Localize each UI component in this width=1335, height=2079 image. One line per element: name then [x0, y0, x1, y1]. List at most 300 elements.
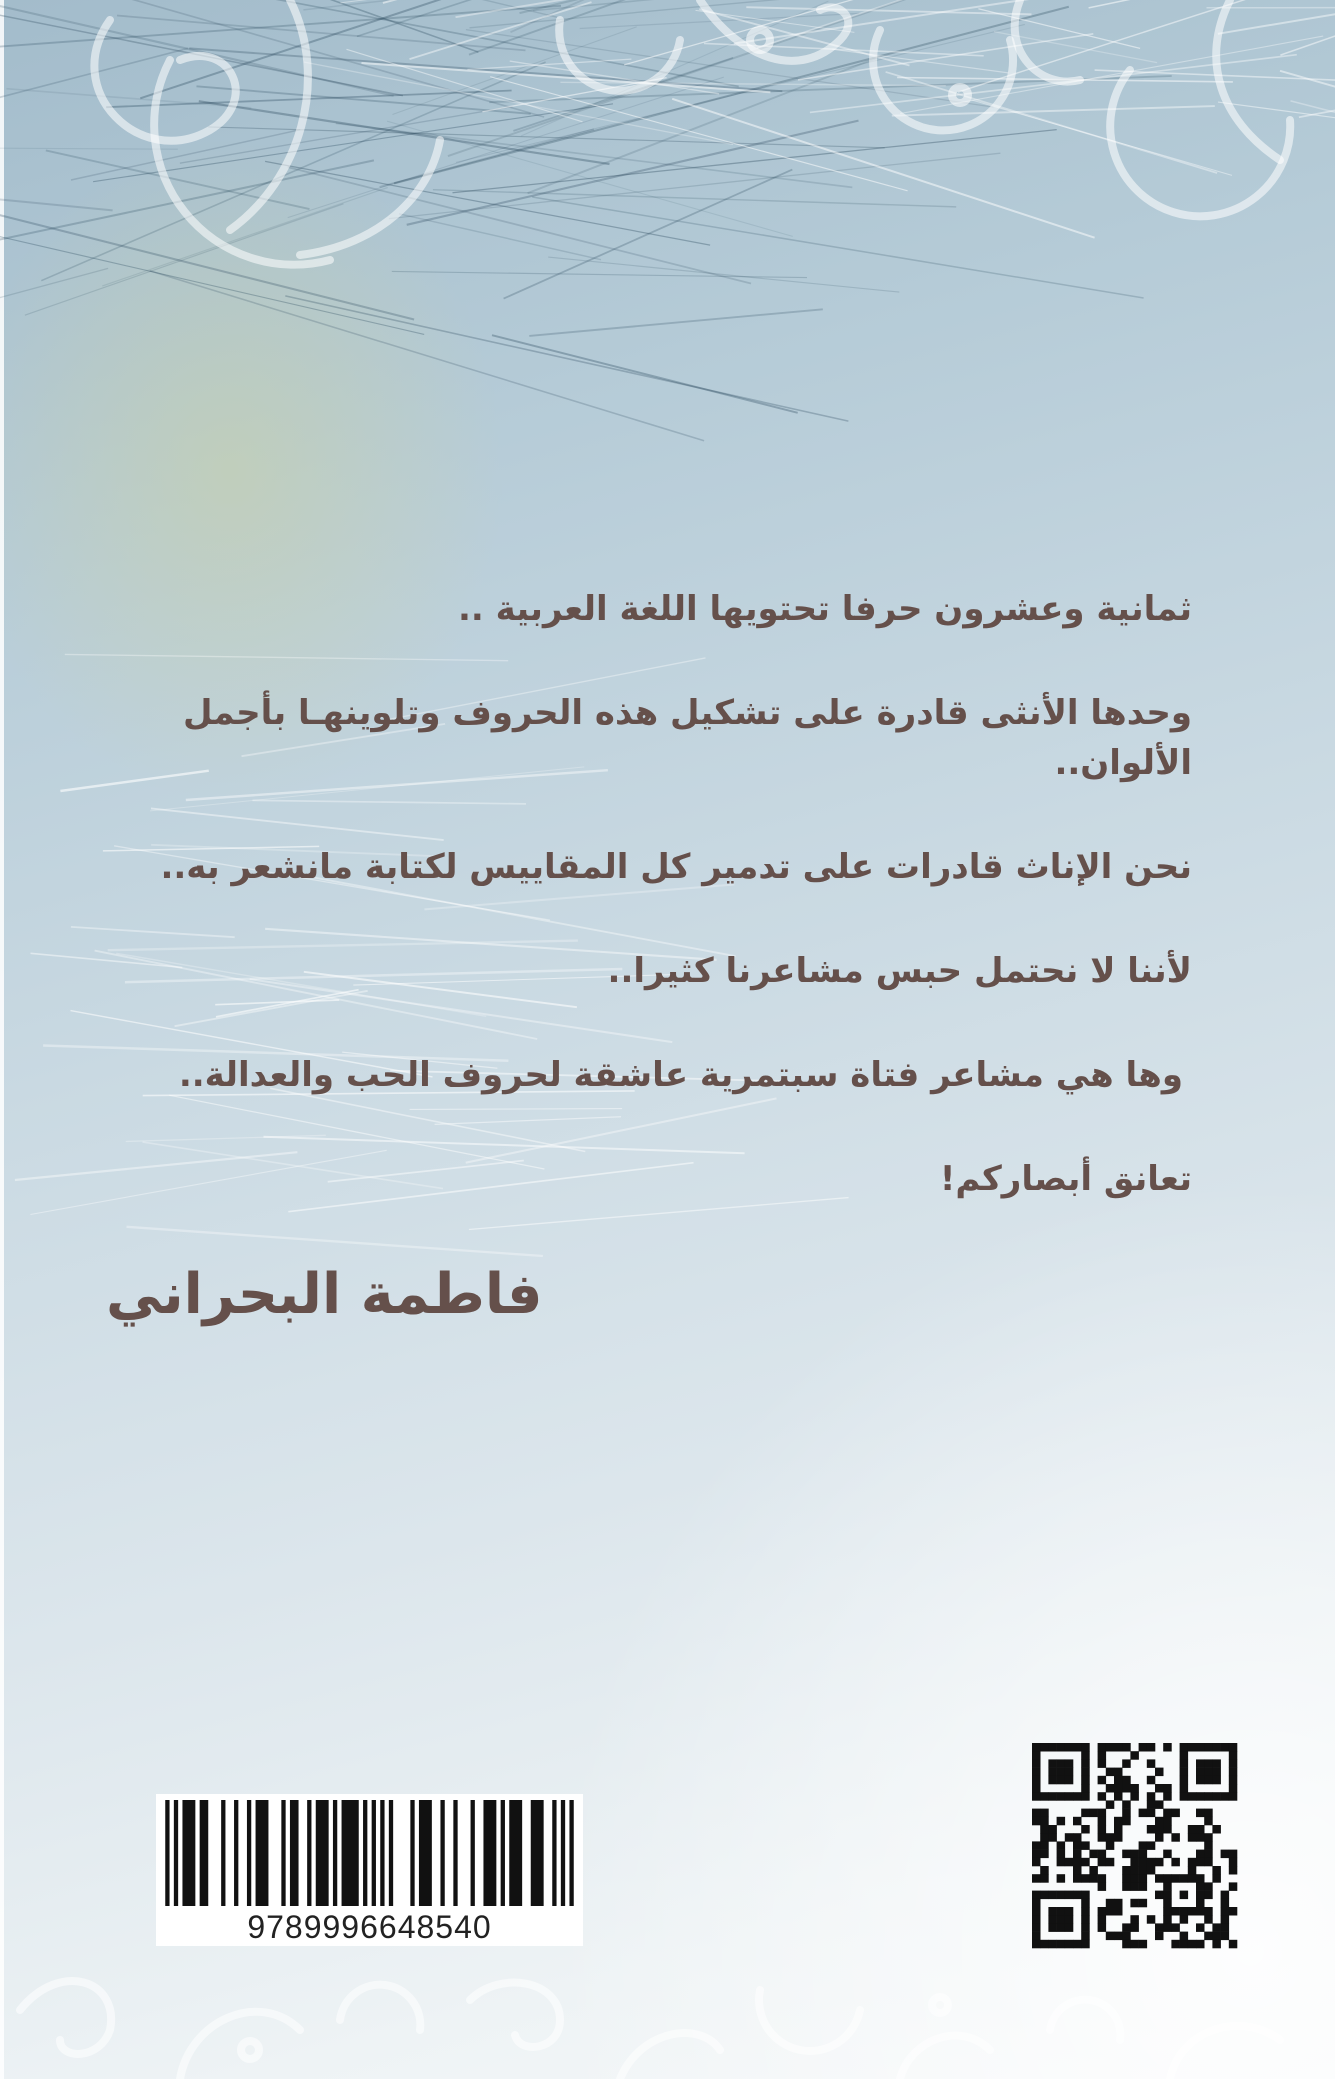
qr-module: [1130, 1751, 1139, 1760]
qr-module: [1106, 1768, 1115, 1777]
qr-module: [1081, 1915, 1090, 1924]
barcode-bar: [410, 1800, 414, 1906]
barcode-bar: [389, 1800, 393, 1906]
qr-module: [1171, 1940, 1180, 1949]
qr-module: [1032, 1817, 1041, 1826]
qr-module: [1057, 1776, 1066, 1785]
qr-module: [1032, 1932, 1041, 1941]
qr-module: [1188, 1792, 1197, 1801]
qr-module: [1180, 1932, 1189, 1941]
qr-module: [1130, 1940, 1139, 1949]
qr-module: [1057, 1858, 1066, 1867]
qr-module: [1098, 1809, 1107, 1818]
qr-module: [1212, 1866, 1221, 1875]
qr-module: [1081, 1751, 1090, 1760]
qr-module: [1032, 1784, 1041, 1793]
qr-module: [1065, 1923, 1074, 1932]
qr-module: [1204, 1776, 1213, 1785]
qr-module: [1081, 1923, 1090, 1932]
qr-module: [1204, 1759, 1213, 1768]
blurb-text: [92, 584, 1192, 1258]
qr-module: [1098, 1776, 1107, 1785]
qr-module: [1057, 1743, 1066, 1752]
qr-module: [1196, 1833, 1205, 1842]
qr-module: [1180, 1768, 1189, 1777]
qr-module: [1057, 1841, 1066, 1850]
qr-module: [1081, 1874, 1090, 1883]
qr-module: [1073, 1940, 1082, 1949]
qr-module: [1106, 1907, 1115, 1916]
qr-module: [1032, 1915, 1041, 1924]
qr-module: [1171, 1833, 1180, 1842]
qr-module: [1155, 1768, 1164, 1777]
qr-module: [1081, 1891, 1090, 1900]
qr-module: [1040, 1874, 1049, 1883]
qr-module: [1139, 1899, 1148, 1908]
qr-module: [1040, 1841, 1049, 1850]
qr-module: [1163, 1809, 1172, 1818]
scratch-line: [105, 0, 739, 86]
qr-module: [1081, 1858, 1090, 1867]
qr-module: [1155, 1932, 1164, 1941]
qr-module: [1081, 1768, 1090, 1777]
qr-module: [1048, 1792, 1057, 1801]
qr-module: [1212, 1825, 1221, 1834]
scratch-line: [892, 106, 1215, 116]
qr-module: [1081, 1841, 1090, 1850]
barcode-bar: [234, 1800, 238, 1906]
barcode-bar: [509, 1800, 522, 1906]
qr-module: [1057, 1759, 1066, 1768]
qr-module: [1048, 1743, 1057, 1752]
qr-module: [1139, 1874, 1148, 1883]
qr-module: [1032, 1850, 1041, 1859]
qr-module: [1180, 1940, 1189, 1949]
qr-module: [1229, 1776, 1238, 1785]
qr-module: [1048, 1915, 1057, 1924]
qr-module: [1057, 1915, 1066, 1924]
qr-module: [1139, 1841, 1148, 1850]
qr-module: [1229, 1784, 1238, 1793]
qr-module: [1196, 1874, 1205, 1883]
swirl-ornament: [230, 0, 308, 230]
qr-module: [1196, 1768, 1205, 1777]
qr-module: [1204, 1932, 1213, 1941]
qr-module: [1106, 1899, 1115, 1908]
blurb-line: نحن الإناث قادرات على تدمير كل المقاييس لكتابة مانشعر به..: [160, 847, 1192, 887]
scratch-line: [886, 72, 1218, 173]
barcode-bar: [440, 1800, 444, 1906]
qr-module: [1196, 1759, 1205, 1768]
qr-module: [1048, 1825, 1057, 1834]
qr-module: [1081, 1825, 1090, 1834]
barcode-bar: [552, 1800, 556, 1906]
qr-module: [1122, 1800, 1131, 1809]
qr-module: [1032, 1792, 1041, 1801]
qr-module: [1048, 1907, 1057, 1916]
barcode-bar: [372, 1800, 376, 1906]
qr-module: [1147, 1915, 1156, 1924]
qr-module: [1081, 1940, 1090, 1949]
qr-module: [1204, 1858, 1213, 1867]
qr-module: [1048, 1759, 1057, 1768]
qr-module: [1204, 1833, 1213, 1842]
scratch-line: [971, 100, 1232, 176]
scratch-line: [347, 49, 583, 122]
qr-module: [1122, 1866, 1131, 1875]
qr-module: [1163, 1784, 1172, 1793]
qr-module: [1032, 1899, 1041, 1908]
qr-module: [1065, 1940, 1074, 1949]
qr-module: [1122, 1882, 1131, 1891]
qr-module: [1229, 1940, 1238, 1949]
qr-module: [1032, 1751, 1041, 1760]
barcode-number: 9789996648540: [247, 1909, 492, 1945]
qr-module: [1130, 1923, 1139, 1932]
qr-module: [1212, 1923, 1221, 1932]
barcode-bars: [156, 1794, 583, 1908]
scratch-line: [453, 130, 1057, 193]
qr-module: [1204, 1915, 1213, 1924]
qr-module: [1081, 1759, 1090, 1768]
qr-module: [1073, 1874, 1082, 1883]
qr-module: [1147, 1866, 1156, 1875]
qr-module: [1114, 1825, 1123, 1834]
qr-module: [1057, 1792, 1066, 1801]
qr-module: [1106, 1743, 1115, 1752]
blurb-line: ثمانية وعشرون حرفا تحتويها اللغة العربية ..: [458, 589, 1192, 629]
qr-module: [1163, 1882, 1172, 1891]
barcode-bar: [483, 1800, 496, 1906]
qr-module: [1130, 1915, 1139, 1924]
qr-module: [1188, 1907, 1197, 1916]
swirl-ornament: [759, 1990, 860, 2051]
scratch-line: [1218, 0, 1335, 34]
qr-module: [1048, 1940, 1057, 1949]
qr-module: [1040, 1743, 1049, 1752]
qr-module: [1196, 1907, 1205, 1916]
scratch-line: [150, 271, 704, 441]
qr-module: [1130, 1874, 1139, 1883]
qr-module: [1204, 1891, 1213, 1900]
qr-module: [1040, 1891, 1049, 1900]
qr-module: [1122, 1743, 1131, 1752]
qr-module: [1188, 1833, 1197, 1842]
qr-module: [1114, 1932, 1123, 1941]
qr-module: [1057, 1874, 1066, 1883]
qr-module: [1065, 1833, 1074, 1842]
qr-module: [1057, 1940, 1066, 1949]
qr-module: [1139, 1882, 1148, 1891]
qr-module: [1089, 1809, 1098, 1818]
qr-module: [1171, 1858, 1180, 1867]
isbn-barcode: [156, 1794, 583, 1946]
scratch-line: [0, 193, 414, 320]
barcode-bar: [342, 1800, 359, 1906]
qr-module: [1048, 1768, 1057, 1777]
qr-module: [1122, 1874, 1131, 1883]
qr-module: [1098, 1759, 1107, 1768]
qr-module: [1163, 1792, 1172, 1801]
qr-module: [1212, 1940, 1221, 1949]
qr-module: [1098, 1751, 1107, 1760]
qr-module: [1139, 1940, 1148, 1949]
qr-module: [1147, 1776, 1156, 1785]
qr-module: [1180, 1907, 1189, 1916]
qr-module: [1106, 1833, 1115, 1842]
qr-module: [1065, 1915, 1074, 1924]
qr-module: [1221, 1850, 1230, 1859]
qr-module: [1040, 1809, 1049, 1818]
barcode-bar: [363, 1800, 367, 1906]
qr-module: [1065, 1891, 1074, 1900]
qr-code: [1032, 1743, 1238, 1949]
qr-module: [1204, 1850, 1213, 1859]
blurb-line: وها هي مشاعر فتاة سبتمرية عاشقة لحروف الحب والعدالة..: [178, 1055, 1183, 1095]
qr-module: [1081, 1809, 1090, 1818]
barcode-bar: [316, 1800, 329, 1906]
qr-module: [1040, 1866, 1049, 1875]
swirl-ornament: [900, 2036, 990, 2079]
qr-module: [1147, 1800, 1156, 1809]
qr-module: [1196, 1923, 1205, 1932]
qr-module: [1139, 1850, 1148, 1859]
qr-module: [1065, 1792, 1074, 1801]
qr-module: [1098, 1907, 1107, 1916]
qr-module: [1122, 1932, 1131, 1941]
qr-module: [1212, 1932, 1221, 1941]
qr-module: [1155, 1833, 1164, 1842]
qr-module: [1147, 1825, 1156, 1834]
qr-module: [1196, 1899, 1205, 1908]
qr-module: [1098, 1850, 1107, 1859]
qr-module: [1180, 1891, 1189, 1900]
qr-module: [1130, 1858, 1139, 1867]
qr-module: [1114, 1784, 1123, 1793]
qr-module: [1204, 1743, 1213, 1752]
qr-module: [1106, 1932, 1115, 1941]
qr-module: [1098, 1743, 1107, 1752]
qr-module: [1229, 1882, 1238, 1891]
qr-module: [1180, 1792, 1189, 1801]
qr-module: [1089, 1850, 1098, 1859]
qr-module: [1114, 1833, 1123, 1842]
qr-module: [1073, 1833, 1082, 1842]
qr-module: [1204, 1809, 1213, 1818]
author-name: فاطمة البحراني: [106, 1262, 543, 1327]
scratch-line: [0, 268, 108, 322]
qr-module: [1147, 1858, 1156, 1867]
scratch-line: [1089, 0, 1335, 8]
qr-module: [1032, 1768, 1041, 1777]
qr-module: [1032, 1776, 1041, 1785]
qr-module: [1032, 1759, 1041, 1768]
qr-module: [1155, 1784, 1164, 1793]
barcode-bar: [165, 1800, 169, 1906]
qr-module: [1180, 1759, 1189, 1768]
qr-module: [1147, 1841, 1156, 1850]
scratch-line: [529, 309, 823, 336]
qr-module: [1089, 1874, 1098, 1883]
qr-module: [1073, 1841, 1082, 1850]
qr-module: [1221, 1792, 1230, 1801]
scratch-line: [978, 9, 1140, 49]
qr-module: [1212, 1759, 1221, 1768]
swirl-ornament: [873, 30, 1013, 130]
qr-module: [1130, 1792, 1139, 1801]
scratch-line: [532, 197, 1143, 298]
barcode-bar: [221, 1800, 225, 1906]
qr-module: [1065, 1776, 1074, 1785]
qr-module: [1130, 1882, 1139, 1891]
qr-module: [1188, 1743, 1197, 1752]
qr-module: [1147, 1792, 1156, 1801]
qr-module: [1163, 1817, 1172, 1826]
qr-module: [1180, 1874, 1189, 1883]
qr-module: [1114, 1768, 1123, 1777]
qr-module: [1057, 1768, 1066, 1777]
barcode-bar: [247, 1800, 251, 1906]
qr-module: [1163, 1825, 1172, 1834]
qr-module: [1122, 1759, 1131, 1768]
qr-module: [1073, 1850, 1082, 1859]
qr-code-icon: [1032, 1743, 1238, 1949]
qr-module: [1221, 1932, 1230, 1941]
qr-module: [1221, 1915, 1230, 1924]
qr-module: [1130, 1784, 1139, 1793]
qr-module: [1032, 1858, 1041, 1867]
barcode-bar: [569, 1800, 573, 1906]
qr-module: [1114, 1792, 1123, 1801]
qr-module: [1073, 1743, 1082, 1752]
swirl-ornament: [1050, 2000, 1120, 2040]
barcode-bar: [333, 1800, 337, 1906]
swirl-ornament: [340, 1985, 420, 2030]
qr-module: [1204, 1907, 1213, 1916]
qr-module: [1221, 1923, 1230, 1932]
swirl-ornament: [1170, 2026, 1280, 2079]
qr-module: [1196, 1792, 1205, 1801]
qr-module: [1057, 1817, 1066, 1826]
swirl-dot: [241, 2041, 259, 2059]
qr-module: [1221, 1743, 1230, 1752]
barcode-bar: [419, 1800, 432, 1906]
barcode-bar: [174, 1800, 178, 1906]
qr-module: [1221, 1891, 1230, 1900]
qr-module: [1229, 1751, 1238, 1760]
qr-module: [1221, 1899, 1230, 1908]
scratch-line: [672, 99, 1094, 238]
qr-module: [1229, 1759, 1238, 1768]
barcode-bar: [501, 1800, 505, 1906]
qr-module: [1098, 1882, 1107, 1891]
qr-module: [1139, 1858, 1148, 1867]
barcode-bar: [290, 1800, 299, 1906]
qr-module: [1081, 1907, 1090, 1916]
qr-module: [1212, 1743, 1221, 1752]
qr-module: [1032, 1940, 1041, 1949]
qr-module: [1114, 1817, 1123, 1826]
qr-module: [1040, 1825, 1049, 1834]
barcode-bar: [531, 1800, 544, 1906]
qr-module: [1155, 1825, 1164, 1834]
scratch-line: [6, 89, 251, 108]
qr-module: [1155, 1817, 1164, 1826]
qr-module: [1098, 1874, 1107, 1883]
barcode-bar: [182, 1800, 195, 1906]
qr-module: [1229, 1792, 1238, 1801]
qr-module: [1114, 1907, 1123, 1916]
qr-module: [1122, 1776, 1131, 1785]
qr-module: [1163, 1923, 1172, 1932]
qr-module: [1171, 1907, 1180, 1916]
qr-module: [1073, 1866, 1082, 1875]
qr-module: [1040, 1792, 1049, 1801]
qr-module: [1163, 1899, 1172, 1908]
scratch-line: [383, 0, 649, 3]
qr-module: [1171, 1809, 1180, 1818]
qr-module: [1081, 1776, 1090, 1785]
qr-module: [1155, 1800, 1164, 1809]
qr-module: [1147, 1809, 1156, 1818]
qr-module: [1106, 1858, 1115, 1867]
qr-module: [1081, 1932, 1090, 1941]
swirl-ornament: [620, 2033, 720, 2079]
qr-module: [1180, 1751, 1189, 1760]
qr-module: [1188, 1858, 1197, 1867]
qr-module: [1098, 1792, 1107, 1801]
qr-module: [1155, 1923, 1164, 1932]
blurb-line: وحدها الأنثى قادرة على تشكيل هذه الحروف وتلوينهـا بأجمل الألوان..: [182, 693, 1192, 783]
qr-module: [1155, 1858, 1164, 1867]
qr-module: [1171, 1874, 1180, 1883]
qr-module: [1032, 1874, 1041, 1883]
qr-module: [1147, 1743, 1156, 1752]
qr-module: [1032, 1907, 1041, 1916]
qr-module: [1122, 1850, 1131, 1859]
qr-module: [1171, 1923, 1180, 1932]
qr-module: [1114, 1776, 1123, 1785]
scratch-line: [433, 190, 956, 207]
qr-module: [1032, 1891, 1041, 1900]
qr-module: [1114, 1743, 1123, 1752]
barcode-bar: [307, 1800, 311, 1906]
scratch-line: [560, 82, 945, 85]
qr-module: [1057, 1850, 1066, 1859]
qr-module: [1089, 1866, 1098, 1875]
qr-module: [1196, 1858, 1205, 1867]
qr-module: [1196, 1891, 1205, 1900]
scratch-line: [504, 170, 793, 299]
qr-module: [1098, 1817, 1107, 1826]
qr-module: [1204, 1841, 1213, 1850]
qr-module: [1048, 1891, 1057, 1900]
qr-module: [1147, 1759, 1156, 1768]
qr-module: [1057, 1907, 1066, 1916]
qr-module: [1163, 1743, 1172, 1752]
qr-module: [1229, 1858, 1238, 1867]
qr-module: [1081, 1792, 1090, 1801]
qr-module: [1212, 1874, 1221, 1883]
qr-module: [1139, 1866, 1148, 1875]
qr-module: [1139, 1743, 1148, 1752]
qr-module: [1040, 1817, 1049, 1826]
scratch-line: [102, 188, 387, 287]
swirl-dot: [932, 1997, 948, 2013]
qr-module: [1106, 1800, 1115, 1809]
qr-module: [1048, 1776, 1057, 1785]
qr-module: [1081, 1784, 1090, 1793]
